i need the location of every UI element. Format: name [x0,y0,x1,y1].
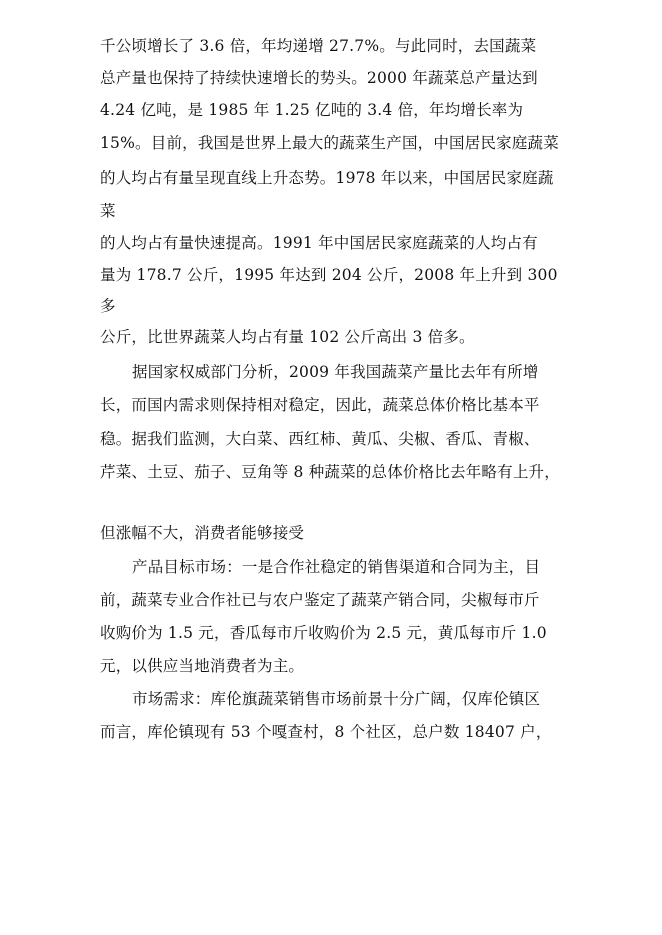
text-line: 但涨幅不大，消费者能够接受 [100,524,305,542]
text-line: 千公顷增长了 3.6 倍，年均递增 27.7%。与此同时，去国蔬菜 [100,37,537,55]
text-line: 元，以供应当地消费者为主。 [100,657,305,675]
text-line: 4.24 亿吨，是 1985 年 1.25 亿吨的 3.4 倍，年均增长率为 [100,101,524,119]
paragraph-start-line: 据国家权威部门分析，2009 年我国蔬菜产量比去年有所增 [132,363,539,381]
text-line: 的人均占有量呈现直线上升态势。1978 年以来，中国居民家庭蔬 [100,169,554,187]
text-line: 前，蔬菜专业合作社已与农户鉴定了蔬菜产销合同，尖椒每市斤 [100,591,540,609]
paragraph-start-line: 产品目标市场：一是合作社稳定的销售渠道和合同为主，目 [132,558,541,576]
text-line: 长，而国内需求则保持相对稳定，因此，蔬菜总体价格比基本平 [100,396,540,414]
text-line: 菜 [100,202,116,220]
text-line: 收购价为 1.5 元，香瓜每市斤收购价为 2.5 元，黄瓜每市斤 1.0 [100,624,547,642]
paragraph-start-line: 市场需求：库伦旗蔬菜销售市场前景十分广阔，仅库伦镇区 [132,690,541,708]
text-line: 公斤，比世界蔬菜人均占有量 102 公斤高出 3 倍多。 [100,328,475,346]
text-line: 稳。据我们监测，大白菜、西红柿、黄瓜、尖椒、香瓜、青椒、 [100,430,540,448]
text-line: 总产量也保持了持续快速增长的势头。2000 年蔬菜总产量达到 [100,69,538,87]
text-line: 芹菜、土豆、茄子、豆角等 8 种蔬菜的总体价格比去年略有上升， [100,463,560,481]
text-line: 量为 178.7 公斤，1995 年达到 204 公斤，2008 年上升到 300 [100,266,558,284]
text-line: 多 [100,297,116,315]
text-line: 而言，库伦镇现有 53 个嘎查村，8 个社区，总户数 18407 户， [100,723,552,741]
text-line: 15%。目前，我国是世界上最大的蔬菜生产国，中国居民家庭蔬菜 [100,134,559,152]
text-line: 的人均占有量快速提高。1991 年中国居民家庭蔬菜的人均占有 [100,234,538,252]
